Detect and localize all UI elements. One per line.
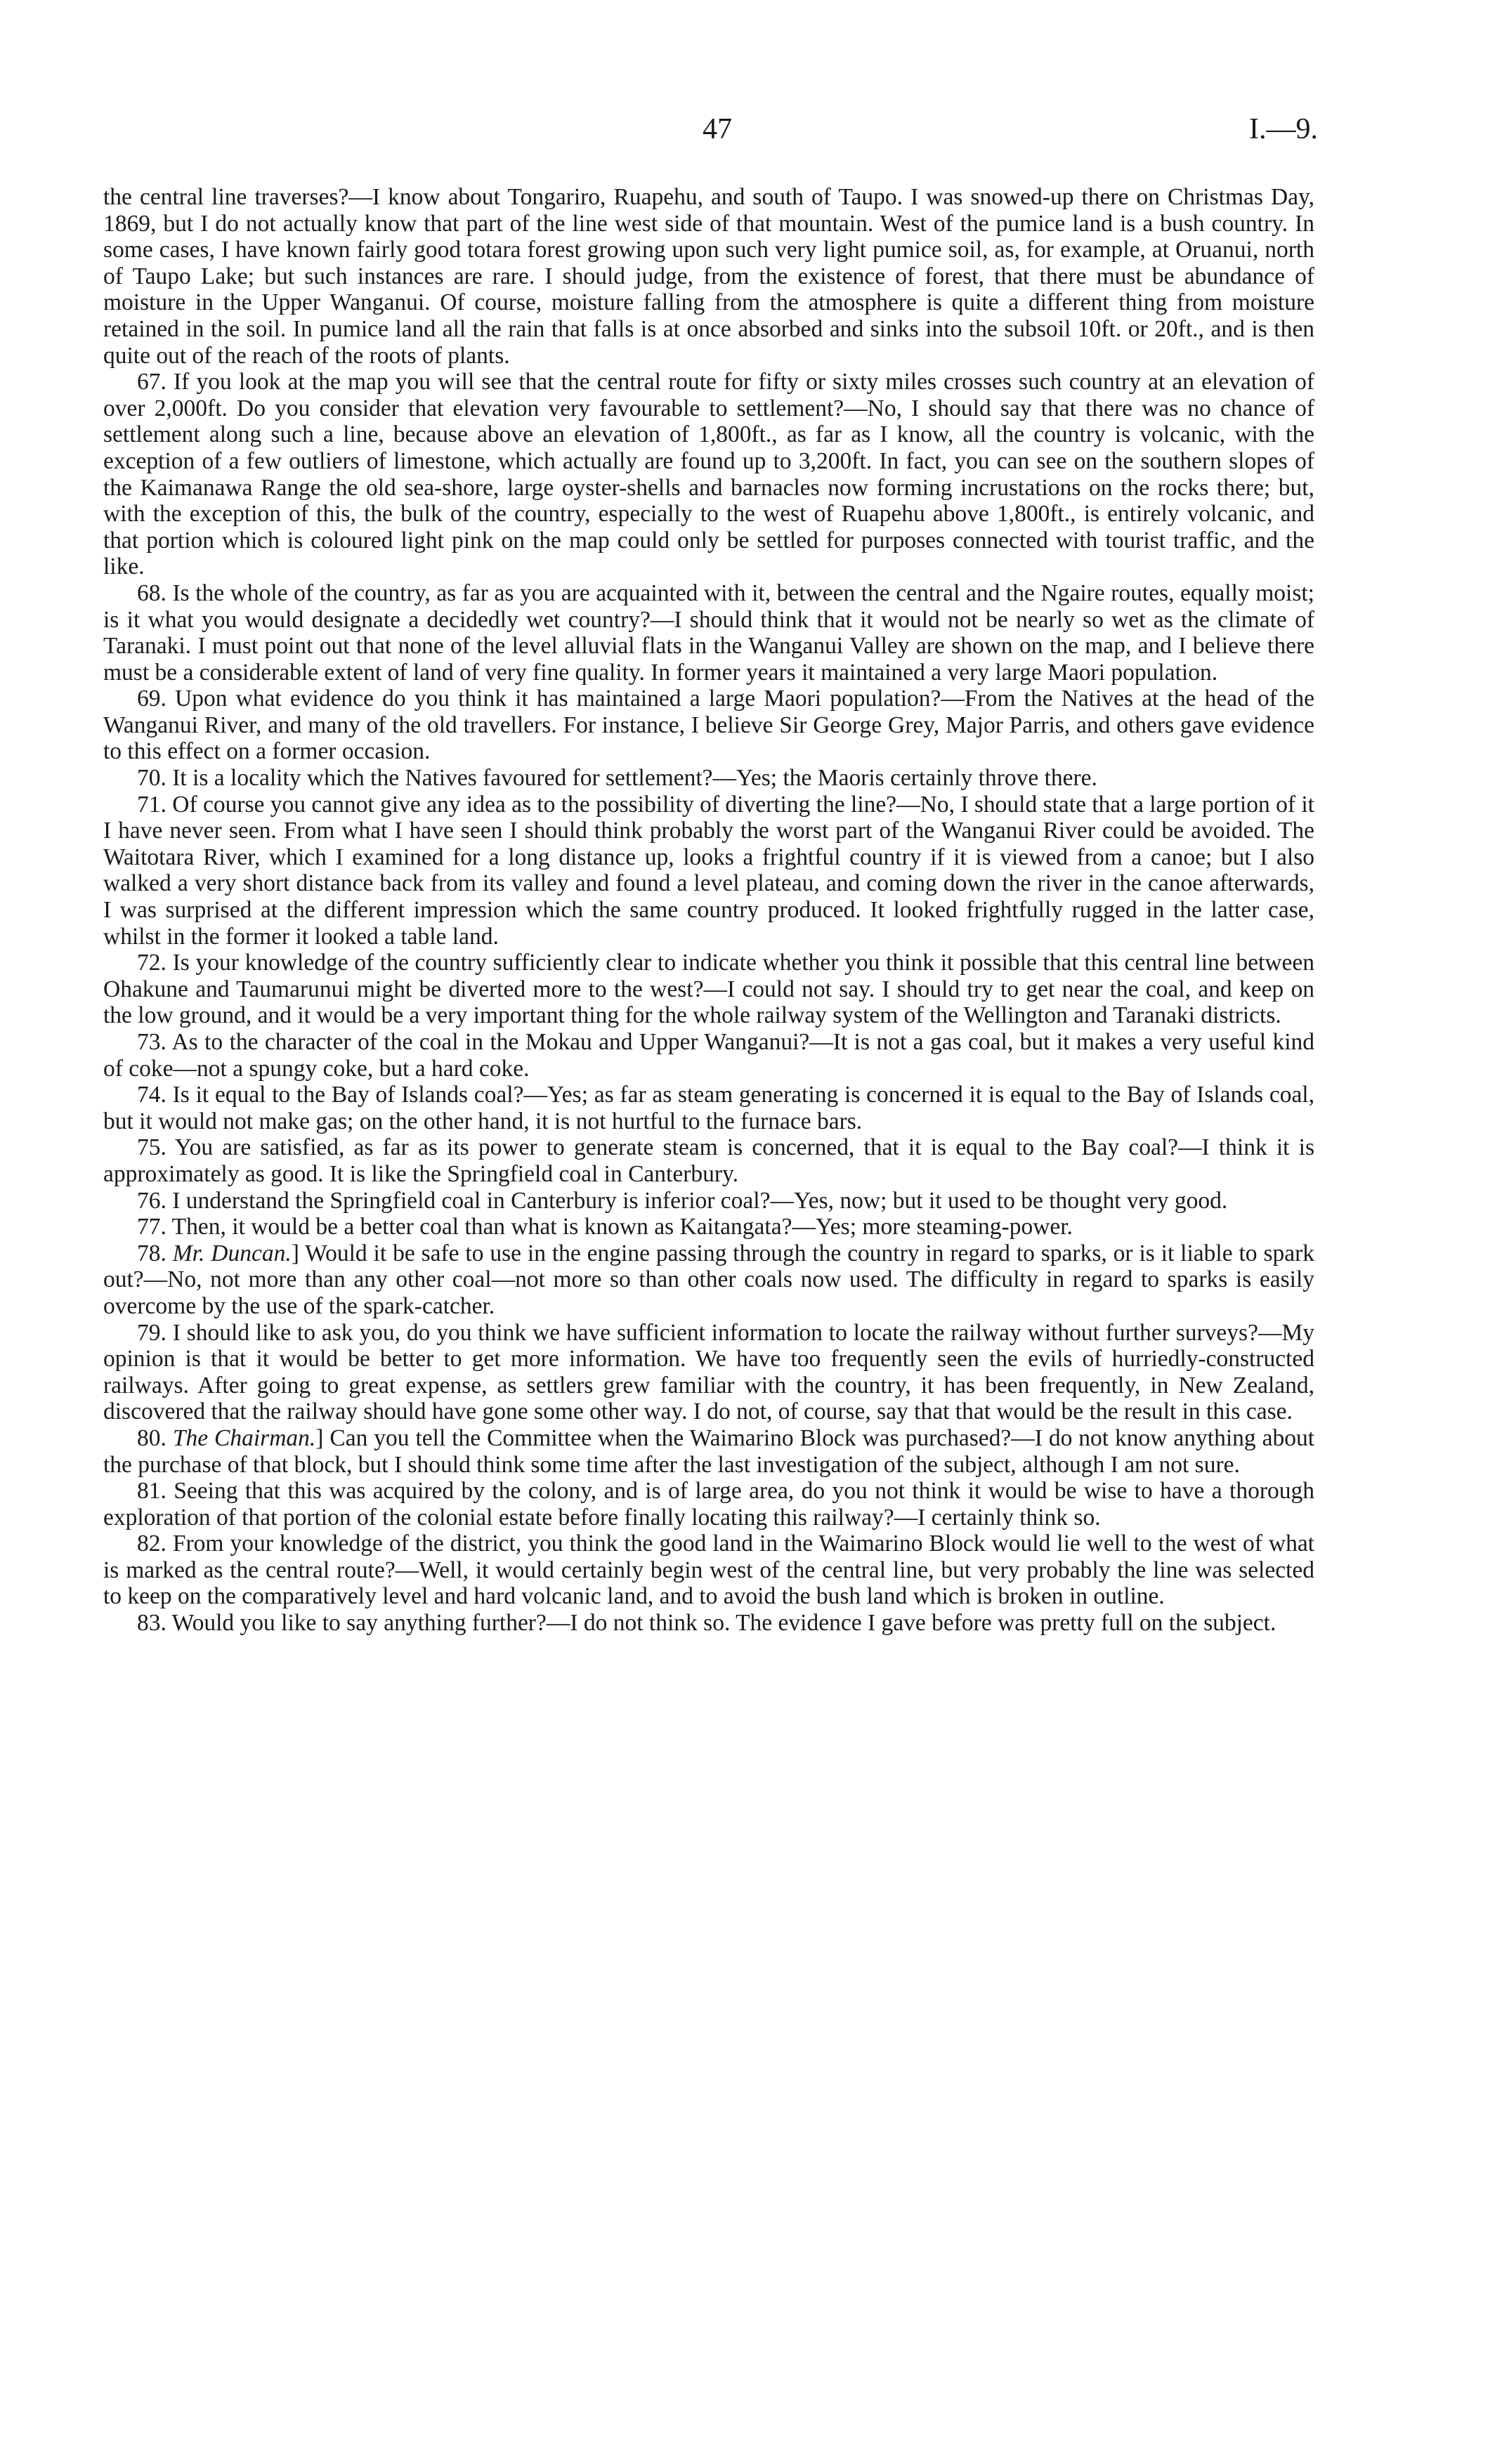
paragraph-question-67: 67. If you look at the map you will see that the central route for fifty or sixty miles crosses such country at an elevation of over 2,000ft. Do you consider that elevation very favourable to settlement?—No, I should say that there was no chance of settlement along such a line, because above an elevation of 1,800ft., as far as I know, all the country is volcanic, with the exception of a few outliers of limestone, which actually are found up to 3,200ft. In fact, you can see on the southern slopes of the Kaimanawa Range the old sea-shore, large oyster-shells and barnacles now forming incrustations on the rocks there; but, with the exception of this, the bulk of the country, especially to the west of Ruapehu above 1,800ft., is entirely volcanic, and that portion which is coloured light pink on the map could only be settled for purposes connected with tourist traffic, and the like. <box>103 369 1314 580</box>
evidence-body <box>103 184 1314 1637</box>
speaker-name: Mr. Duncan. <box>172 1240 292 1266</box>
paragraph-question-73: 73. As to the character of the coal in the Mokau and Upper Wanganui?—It is not a gas coal, but it makes a very useful kind of coke—not a spungy coke, but a hard coke. <box>103 1029 1314 1082</box>
paragraph-question-74: 74. Is it equal to the Bay of Islands coal?—Yes; as far as steam generating is concerned it is equal to the Bay of Islands coal, but it would not make gas; on the other hand, it is not hurtful to the furnace bars. <box>103 1082 1314 1134</box>
paragraph-question-69: 69. Upon what evidence do you think it has maintained a large Maori population?—From the Natives at the head of the Wanganui River, and many of the old travellers. For instance, I believe Sir George Grey, Major Parris, and others gave evidence to this effect on a former occasion. <box>103 686 1314 765</box>
document-reference: I.—9. <box>1249 113 1318 145</box>
paragraph-question-72: 72. Is your knowledge of the country sufficiently clear to indicate whether you think it possible that this central line between Ohakune and Taumarunui might be diverted more to the west?—I could not say. I should try to get near the coal, and keep on the low ground, and it would be a very important thing for the whole railway system of the Wellington and Taranaki districts. <box>103 950 1314 1029</box>
paragraph-question-83: 83. Would you like to say anything further?—I do not think so. The evidence I gave before was pretty full on the subject. <box>137 1610 1276 1637</box>
paragraph-question-75: 75. You are satisfied, as far as its power to generate steam is concerned, that it is equal to the Bay coal?—I think it is approximately as good. It is like the Springfield coal in Canterbury. <box>103 1134 1314 1187</box>
paragraph-question-68: 68. Is the whole of the country, as far as you are acquainted with it, between the central and the Ngaire routes, equally moist; is it what you would designate a decidedly wet country?—I should think that it would not be nearly so wet as the climate of Taranaki. I must point out that none of the level alluvial flats in the Wanganui Valley are shown on the map, and I believe there must be a considerable extent of land of very fine quality. In former years it maintained a very large Maori population. <box>103 579 1314 686</box>
page-number: 47 <box>703 113 732 145</box>
page-header <box>0 112 1502 155</box>
paragraph-question-82: 82. From your knowledge of the district, you think the good land in the Waimarino Block would lie well to the west of what is marked as the central route?—Well, it would certainly begin west of the central line, but very probably the line was selected to keep on the comparatively level and hard volcanic land, and to avoid the bush land which is broken in outline. <box>103 1531 1314 1610</box>
paragraph-question-76: 76. I understand the Springfield coal in Canterbury is inferior coal?—Yes, now; but it used to be thought very good. <box>137 1187 1228 1214</box>
paragraph-question-79: 79. I should like to ask you, do you think we have sufficient information to locate the railway without further surveys?—My opinion is that it would be better to get more information. We have too frequently seen the evils of hurriedly-constructed railways. After going to great expense, as settlers grew familiar with the country, it has been frequently, in New Zealand, discovered that the railway should have gone some other way. I do not, of course, say that that would be the result in this case. <box>103 1319 1314 1425</box>
paragraph-question-70: 70. It is a locality which the Natives favoured for settlement?—Yes; the Maoris certainly throve there. <box>137 765 1097 792</box>
paragraph-question-77: 77. Then, it would be a better coal than what is known as Kaitangata?—Yes; more steaming-power. <box>137 1214 1073 1240</box>
paragraph-continuation: the central line traverses?—I know about Tongariro, Ruapehu, and south of Taupo. I was snowed-up there on Christmas Day, 1869, but I do not actually know that part of the line west side of that mountain. West of the pumice land is a bush country. In some cases, I have known fairly good totara forest growing upon such very light pumice soil, as, for example, at Oruanui, north of Taupo Lake; but such instances are rare. I should judge, from the existence of forest, that there must be abundance of moisture in the Upper Wanganui. Of course, moisture falling from the atmosphere is quite a different thing from moisture retained in the soil. In pumice land all the rain that falls is at once absorbed and sinks into the subsoil 10ft. or 20ft., and is then quite out of the reach of the roots of plants. <box>103 184 1314 369</box>
paragraph-question-78: 78. Mr. Duncan.] Would it be safe to use in the engine passing through the country in regard to sparks, or is it liable to spark out?—No, not more than any other coal—not more so than other coals now used. The difficulty in regard to sparks is easily overcome by the use of the spark-catcher. <box>103 1240 1315 1319</box>
paragraph-question-71: 71. Of course you cannot give any idea as to the possibility of diverting the line?—No, I should state that a large portion of it I have never seen. From what I have seen I should think probably the worst part of the Wanganui River could be avoided. The Waitotara River, which I examined for a long distance up, looks a frightful country if it is viewed from a canoe; but I also walked a very short distance back from its valley and found a level plateau, and coming down the river in the canoe afterwards, I was surprised at the different impression which the same country produced. It looked frightfully rugged in the latter case, whilst in the former it looked a table land. <box>103 791 1314 950</box>
paragraph-question-81: 81. Seeing that this was acquired by the colony, and is of large area, do you not think it would be wise to have a thorough exploration of that portion of the colonial estate before finally locating this railway?—I certainly think so. <box>103 1478 1314 1531</box>
paragraph-question-80: 80. The Chairman.] Can you tell the Committee when the Waimarino Block was purchased?—I do not know anything about the purchase of that block, but I should think some time after the last investigation of the subject, although I am not sure. <box>103 1424 1315 1478</box>
speaker-name: The Chairman. <box>172 1424 316 1451</box>
